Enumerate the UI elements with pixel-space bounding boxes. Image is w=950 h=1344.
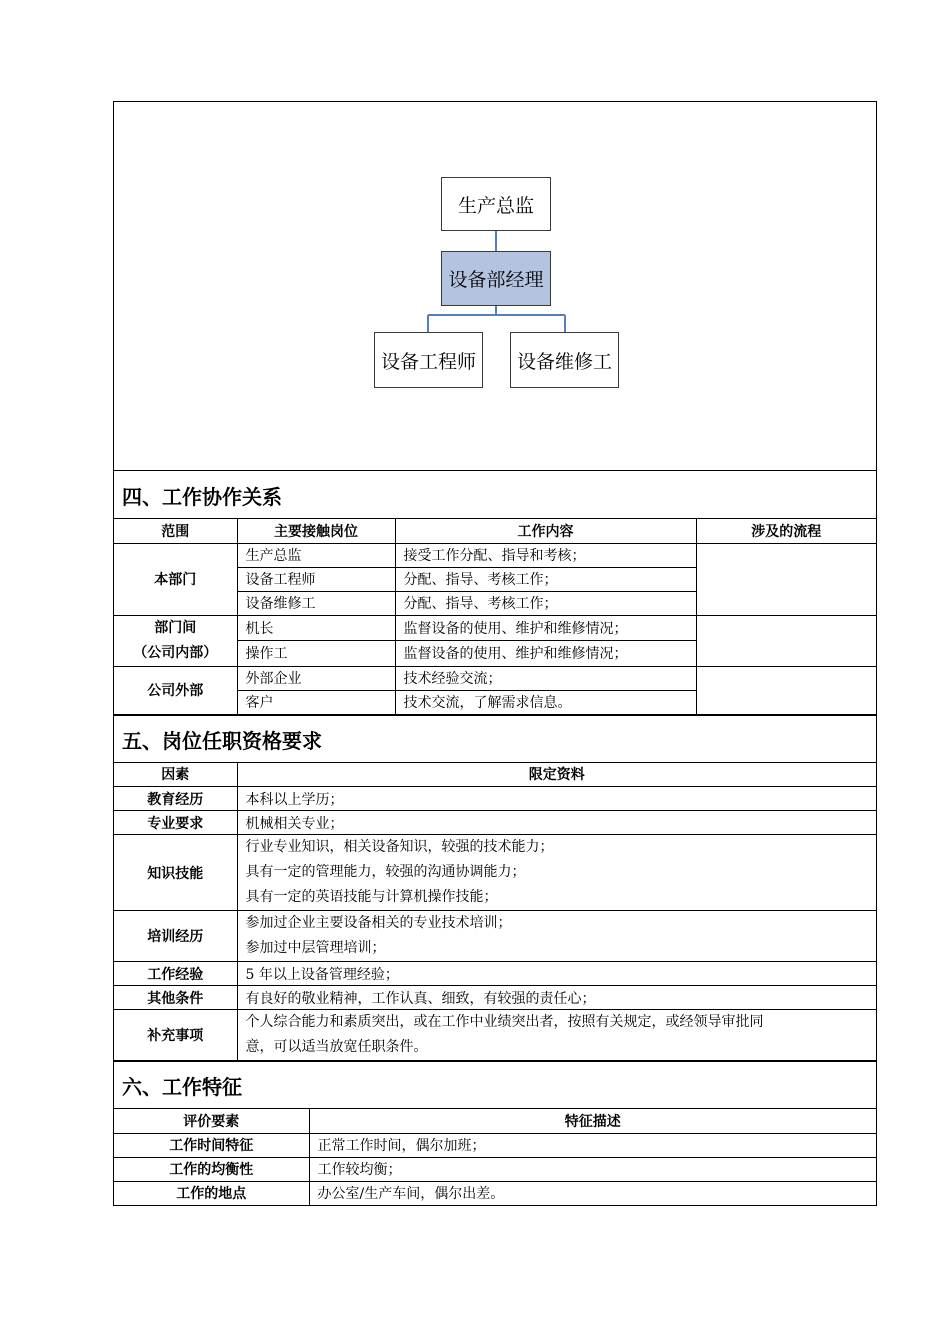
factor-cell: 其他条件	[114, 986, 237, 1010]
table-row	[114, 615, 876, 641]
post-cell: 操作工	[237, 641, 395, 667]
scope-cell	[114, 615, 237, 666]
work-feature-table	[114, 1109, 876, 1205]
post-cell: 生产总监	[237, 543, 395, 567]
content-cell: 技术经验交流；	[395, 666, 696, 690]
table-row	[114, 986, 876, 1010]
header-factor: 因素	[114, 763, 237, 787]
description-cell: 工作较均衡；	[309, 1157, 876, 1181]
table-row	[114, 1133, 876, 1157]
section-4-title: 四、工作协作关系	[114, 471, 876, 519]
scope-cell: 本部门	[114, 543, 237, 615]
org-chart	[114, 102, 876, 471]
table-header-row	[114, 519, 876, 543]
detail-line: 行业专业知识，相关设备知识，较强的技术能力；	[245, 839, 554, 855]
section-5-title: 五、岗位任职资格要求	[114, 715, 876, 763]
description-cell: 办公室/生产车间，偶尔出差。	[309, 1181, 876, 1205]
content-cell: 技术交流，了解需求信息。	[395, 690, 696, 714]
table-row	[114, 1181, 876, 1205]
scope-line: （公司内部）	[133, 644, 218, 661]
scope-cell: 公司外部	[114, 666, 237, 714]
scope-line: 部门间	[154, 619, 197, 636]
section-6-title: 六、工作特征	[114, 1061, 876, 1109]
table-row	[114, 835, 876, 911]
detail-line: 具有一定的英语技能与计算机操作技能；	[245, 889, 498, 905]
detail-line: 具有一定的管理能力，较强的沟通协调能力；	[245, 864, 526, 880]
post-cell: 外部企业	[237, 666, 395, 690]
detail-cell	[237, 1010, 876, 1061]
content-cell: 分配、指导、考核工作；	[395, 567, 696, 591]
collaboration-table	[114, 519, 876, 715]
table-row	[114, 911, 876, 962]
content-cell: 监督设备的使用、维护和维修情况；	[395, 615, 696, 641]
org-node-left: 设备工程师	[374, 332, 483, 388]
detail-cell: 5 年以上设备管理经验；	[237, 962, 876, 986]
detail-cell	[237, 911, 876, 962]
detail-line: 个人综合能力和素质突出，或在工作中业绩突出者，按照有关规定，或经领导审批同	[245, 1014, 764, 1030]
table-row	[114, 543, 876, 567]
factor-cell: 培训经历	[114, 911, 237, 962]
factor-cell: 知识技能	[114, 835, 237, 911]
header-element: 评价要素	[114, 1109, 309, 1133]
table-row	[114, 811, 876, 835]
table-row	[114, 1157, 876, 1181]
post-cell: 客户	[237, 690, 395, 714]
table-row	[114, 787, 876, 811]
org-node-middle: 设备部经理	[441, 251, 551, 306]
process-cell	[696, 666, 876, 714]
content-cell: 接受工作分配、指导和考核；	[395, 543, 696, 567]
header-detail: 限定资料	[237, 763, 876, 787]
detail-cell: 机械相关专业；	[237, 811, 876, 835]
element-cell: 工作的地点	[114, 1181, 309, 1205]
factor-cell: 工作经验	[114, 962, 237, 986]
detail-cell: 本科以上学历；	[237, 787, 876, 811]
post-cell: 机长	[237, 615, 395, 641]
table-row	[114, 666, 876, 690]
element-cell: 工作时间特征	[114, 1133, 309, 1157]
header-description: 特征描述	[309, 1109, 876, 1133]
detail-line: 参加过中层管理培训；	[245, 940, 386, 956]
detail-cell: 有良好的敬业精神，工作认真、细致，有较强的责任心；	[237, 986, 876, 1010]
table-row	[114, 962, 876, 986]
table-header-row	[114, 763, 876, 787]
qualification-table	[114, 763, 876, 1062]
detail-line: 意，可以适当放宽任职条件。	[245, 1039, 428, 1055]
description-cell: 正常工作时间，偶尔加班；	[309, 1133, 876, 1157]
org-node-top: 生产总监	[441, 177, 551, 231]
factor-cell: 补充事项	[114, 1010, 237, 1061]
detail-line: 参加过企业主要设备相关的专业技术培训；	[245, 915, 512, 931]
header-content: 工作内容	[395, 519, 696, 543]
post-cell: 设备工程师	[237, 567, 395, 591]
content-cell: 监督设备的使用、维护和维修情况；	[395, 641, 696, 667]
element-cell: 工作的均衡性	[114, 1157, 309, 1181]
content-cell: 分配、指导、考核工作；	[395, 591, 696, 615]
header-post: 主要接触岗位	[237, 519, 395, 543]
table-header-row	[114, 1109, 876, 1133]
document-frame	[113, 101, 877, 1206]
post-cell: 设备维修工	[237, 591, 395, 615]
org-node-right: 设备维修工	[510, 332, 619, 388]
factor-cell: 教育经历	[114, 787, 237, 811]
table-row	[114, 1010, 876, 1061]
process-cell	[696, 543, 876, 615]
header-scope: 范围	[114, 519, 237, 543]
factor-cell: 专业要求	[114, 811, 237, 835]
detail-cell	[237, 835, 876, 911]
process-cell	[696, 615, 876, 666]
header-process: 涉及的流程	[696, 519, 876, 543]
